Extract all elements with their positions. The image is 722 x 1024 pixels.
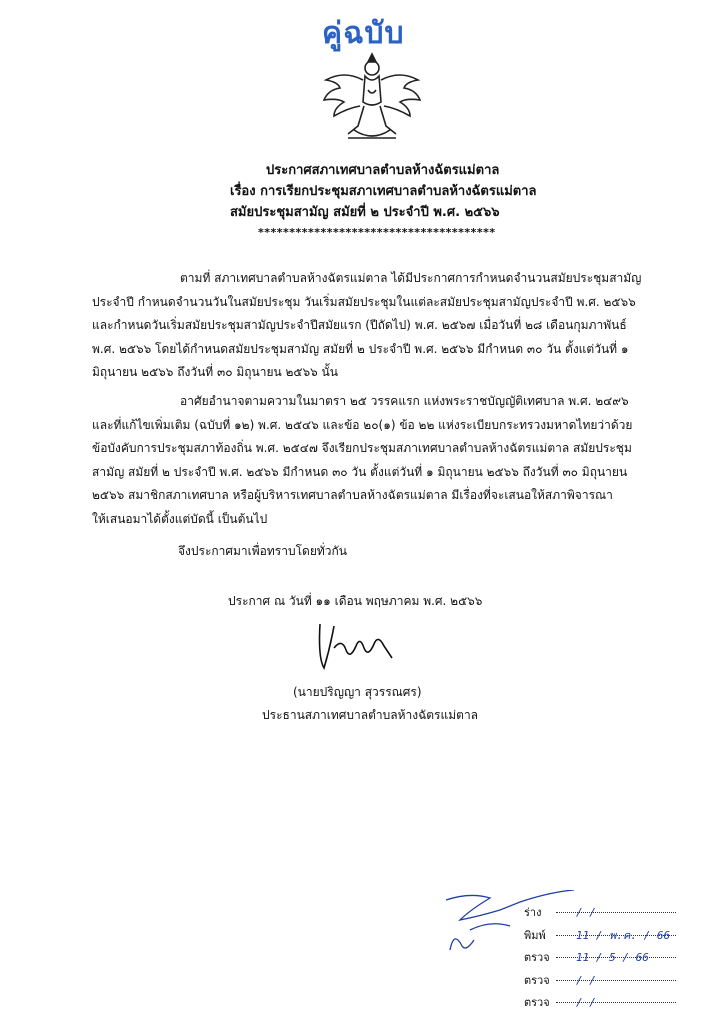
routing-label: พิมพ์ xyxy=(524,928,546,942)
paragraph-line: พ.ศ. ๒๕๖๖ โดยได้กำหนดสมัยประชุมสามัญ สมัยที่ ๒ ประจำปี พ.ศ. ๒๕๖๖ มีกำหนด ๓๐ วัน ตั้งแต่วันที่ ๑ xyxy=(92,341,629,356)
routing-value: / / xyxy=(576,973,596,987)
separator-stars: ************************************** xyxy=(258,226,496,239)
signer-title: ประธานสภาเทศบาลตำบลห้างฉัตรแม่ตาล xyxy=(262,708,479,722)
signer-name: (นายปริญญา สุวรรณศร) xyxy=(293,685,422,699)
routing-value: / / xyxy=(576,996,596,1009)
routing-row xyxy=(440,970,710,993)
routing-row xyxy=(440,947,710,970)
announcement-date: ประกาศ ณ วันที่ ๑๑ เดือน พฤษภาคม พ.ศ. ๒๕๖๖ xyxy=(228,594,483,608)
routing-label: ตรวจ xyxy=(524,973,550,987)
routing-row xyxy=(440,902,710,925)
copy-stamp: คู่ฉบับ xyxy=(322,16,405,51)
routing-value: 11 / 5 / 66 xyxy=(576,951,649,964)
signature-mark xyxy=(312,618,402,674)
paragraph-line: มิถุนายน ๒๕๖๖ ถึงวันที่ ๓๐ มิถุนายน ๒๕๖๖ นั้น xyxy=(92,365,338,379)
paragraph-line: ตามที่ สภาเทศบาลตำบลห้างฉัตรแม่ตาล ได้มีประกาศการกำหนดจำนวนสมัยประชุมสามัญ xyxy=(180,271,642,285)
paragraph-line: และที่แก้ไขเพิ่มเติม (ฉบับที่ ๑๒) พ.ศ. ๒๕๔๖ และข้อ ๒๐(๑) ข้อ ๒๒ แห่งระเบียบกระทรวงมหาดไทยว่าด้วย xyxy=(92,417,633,432)
paragraph-line: อาศัยอำนาจตามความในมาตรา ๒๕ วรรคแรก แห่งพระราชบัญญัติเทศบาล พ.ศ. ๒๔๙๖ xyxy=(180,394,629,408)
paragraph-line: ให้เสนอมาได้ตั้งแต่บัดนี้ เป็นต้นไป xyxy=(92,511,268,526)
session-info: สมัยประชุมสามัญ สมัยที่ ๒ ประจำปี พ.ศ. ๒๕๖๖ xyxy=(230,205,500,220)
routing-label: ตรวจ xyxy=(524,996,550,1009)
routing-value: 11 / พ.ค. / 66 xyxy=(576,928,671,942)
routing-row xyxy=(440,992,710,1015)
paragraph-line: สามัญ สมัยที่ ๒ ประจำปี พ.ศ. ๒๕๖๖ มีกำหนด ๓๐ วัน ตั้งแต่วันที่ ๑ มิถุนายน ๒๕๖๖ ถึงวันที่ ๓๐ มิถุนายน xyxy=(92,464,628,479)
garuda-emblem-icon xyxy=(318,50,426,146)
closing-statement: จึงประกาศมาเพื่อทราบโดยทั่วกัน xyxy=(178,544,347,558)
paragraph-2 xyxy=(92,390,658,531)
announcement-heading xyxy=(230,160,560,223)
routing-row xyxy=(440,925,710,948)
paragraph-line: และกำหนดวันเริ่มสมัยประชุมสามัญประจำปีสมัยแรก (ปีถัดไป) พ.ศ. ๒๕๖๗ เมื่อวันที่ ๒๘ เดือนกุมภาพันธ์ xyxy=(92,318,627,332)
paragraph-line: ข้อบังคับการประชุมสภาท้องถิ่น พ.ศ. ๒๕๔๗ จึงเรียกประชุมสภาเทศบาลตำบลห้างฉัตรแม่ตาล สมัยประชุม xyxy=(92,441,632,455)
paragraph-line: ประจำปี กำหนดจำนวนวันในสมัยประชุม วันเริ่มสมัยประชุมในแต่ละสมัยประชุมสามัญประจำปี พ.ศ. ๒๕๖๖ xyxy=(92,294,636,309)
routing-label: ร่าง xyxy=(524,906,542,919)
routing-slip xyxy=(440,902,710,1015)
paragraph-line: ๒๕๖๖ สมาชิกสภาเทศบาล หรือผู้บริหารเทศบาลตำบลห้างฉัตรแม่ตาล มีเรื่องที่จะเสนอให้สภาพิจารณา xyxy=(92,488,613,502)
routing-label: ตรวจ xyxy=(524,951,550,964)
routing-value: / / xyxy=(576,906,596,919)
paragraph-1 xyxy=(92,267,658,385)
announcement-title: ประกาศสภาเทศบาลตำบลห้างฉัตรแม่ตาล xyxy=(266,163,500,178)
announcement-subject: เรื่อง การเรียกประชุมสภาเทศบาลตำบลห้างฉัตรแม่ตาล xyxy=(230,184,537,199)
